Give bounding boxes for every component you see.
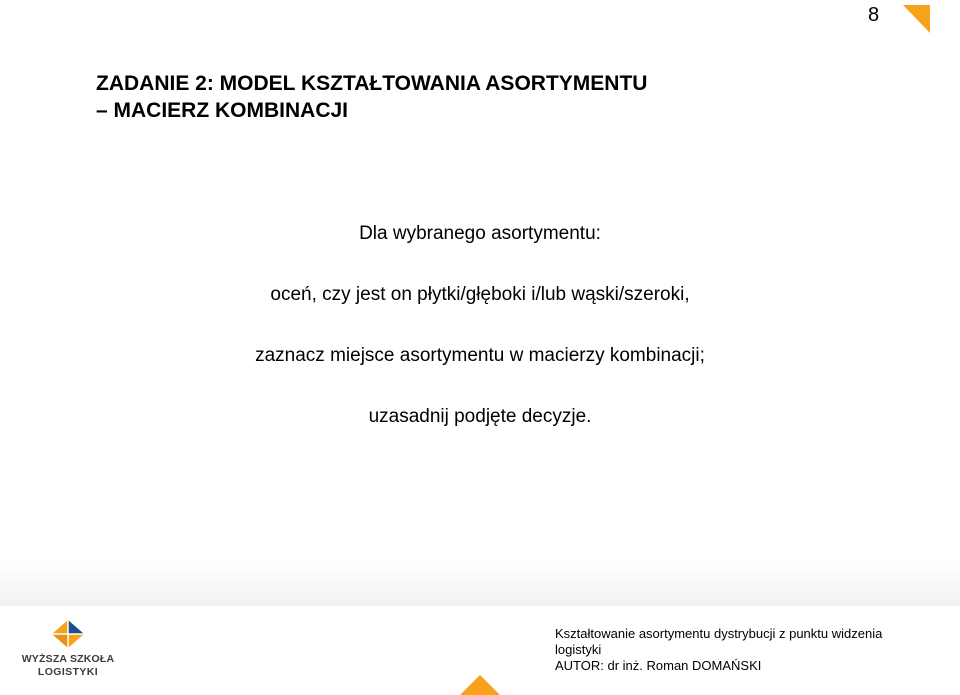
footer-course-title-line-1: Kształtowanie asortymentu dystrybucji z punktu widzenia xyxy=(555,626,883,641)
content-line-assess: oceń, czy jest on płytki/głęboki i/lub wąski/szeroki, xyxy=(270,284,690,305)
slide-title-line-1: ZADANIE 2: MODEL KSZTAŁTOWANIA ASORTYMENTU xyxy=(96,72,648,95)
footer-author: AUTOR: dr inż. Roman DOMAŃSKI xyxy=(555,658,762,673)
content-line-justify: uzasadnij podjęte decyzje. xyxy=(368,406,592,427)
logo-text-line-1: WYŻSZA SZKOŁA xyxy=(21,653,115,665)
page-number: 8 xyxy=(868,4,880,26)
footer-course-title-line-2: logistyki xyxy=(555,642,602,657)
content-line-intro: Dla wybranego asortymentu: xyxy=(359,223,601,244)
logo-mark-icon xyxy=(50,618,86,650)
bottom-triangle-decoration xyxy=(460,675,500,695)
university-logo xyxy=(20,618,116,680)
slide-title xyxy=(96,70,856,124)
footer-gradient-band xyxy=(0,560,960,606)
corner-triangle-decoration xyxy=(903,5,930,33)
logo-text-line-2: LOGISTYKI xyxy=(37,666,99,678)
slide-title-line-2: – MACIERZ KOMBINACJI xyxy=(96,99,349,122)
content-line-mark: zaznacz miejsce asortymentu w macierzy kombinacji; xyxy=(255,345,705,366)
footer-course-info xyxy=(555,626,950,674)
